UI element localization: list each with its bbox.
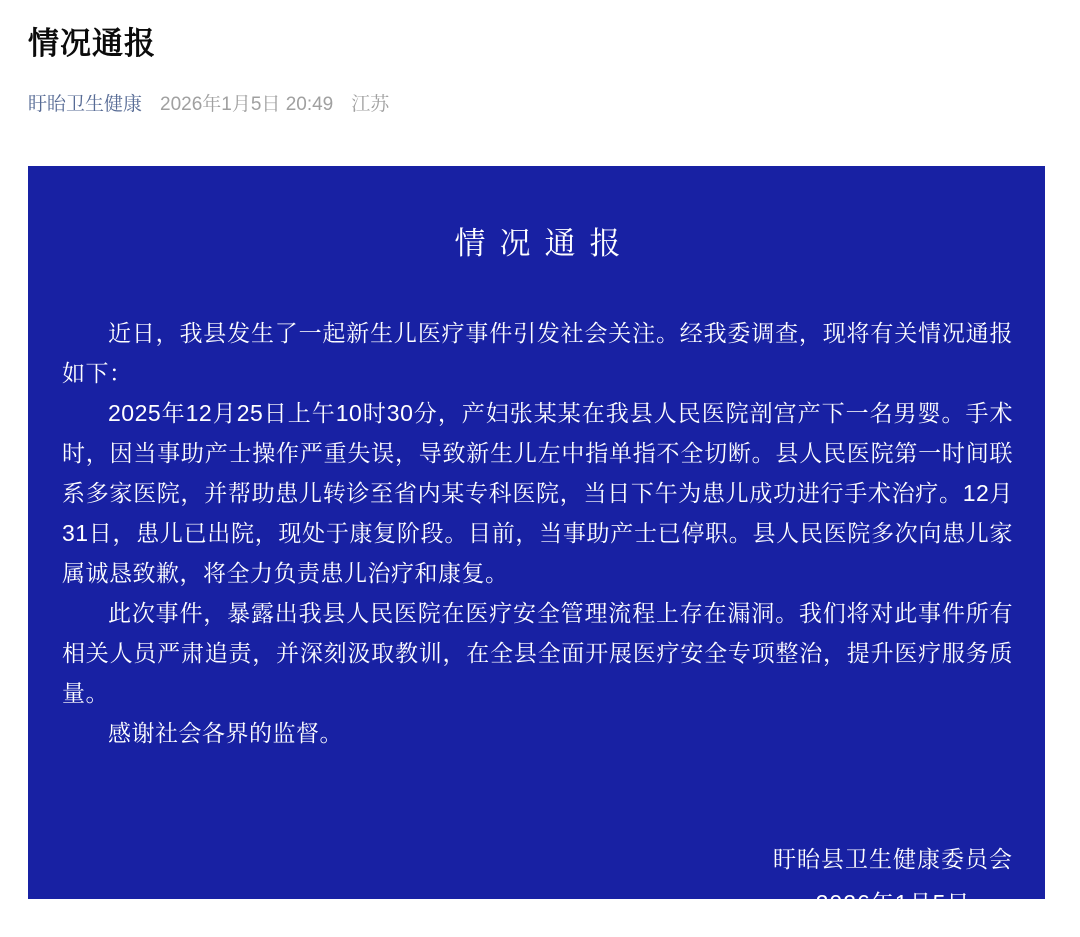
author-link[interactable]: 盱眙卫生健康: [28, 94, 143, 115]
signature-org: 盱眙县卫生健康委员会: [773, 846, 1013, 872]
notice-body: [62, 313, 1013, 753]
article-meta: [28, 89, 1080, 116]
page-title: 情况通报: [28, 26, 156, 61]
notice-title: 情况通报: [454, 226, 635, 261]
notice-paragraph: 2025年12月25日上午10时30分，产妇张某某在我县人民医院剖宫产下一名男婴。手术时，因当事助产士操作严重失误，导致新生儿左中指单指不全切断。县人民医院第一时间联系多家医院，并帮助患儿转诊至省内某专科医院，当日下午为患儿成功进行手术治疗。12月31日，患儿已出院，现处于康复阶段。目前，当事助产士已停职。县人民医院多次向患儿家属诚恳致歉，将全力负责患儿治疗和康复。: [62, 400, 1013, 586]
signature-date: 2026年1月5日: [815, 890, 971, 916]
notice-paragraph: 感谢社会各界的监督。: [108, 720, 343, 746]
notice-paragraph: 近日，我县发生了一起新生儿医疗事件引发社会关注。经我委调查，现将有关情况通报如下：: [62, 320, 1013, 386]
notice-signature: [773, 837, 1013, 925]
notice-paragraph: 此次事件，暴露出我县人民医院在医疗安全管理流程上存在漏洞。我们将对此事件所有相关人员严肃追责，并深刻汲取教训，在全县全面开展医疗安全专项整治，提升医疗服务质量。: [62, 600, 1013, 706]
publish-datetime: 2026年1月5日 20:49: [160, 94, 334, 115]
publish-region: 江苏: [351, 94, 390, 115]
notice-image: [28, 166, 1045, 916]
